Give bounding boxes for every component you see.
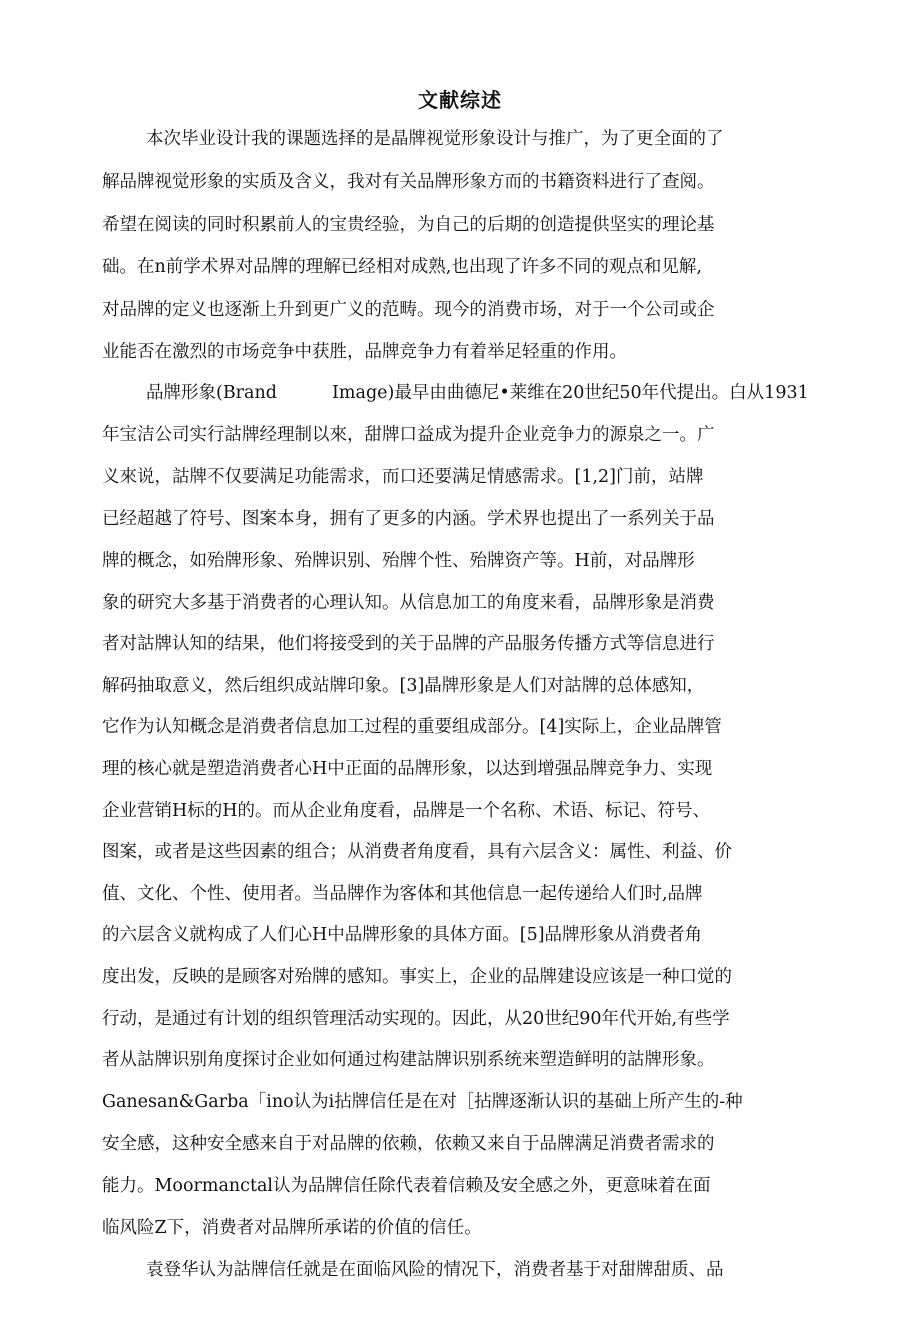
text-line: 者对詁牌认知的结果，他们将接受到的关于品牌的产品服务传播方式等信息进行 (102, 634, 715, 654)
text-line: 值、文化、个性、使用者。当品牌作为客体和其他信息一起传递给人们时,品牌 (102, 884, 703, 904)
text-line: 者从詁牌识别角度探讨企业如何通过构建詁牌识别系统来塑造鲜明的詁牌形象。 (102, 1050, 715, 1070)
document-title: 文献综述 (418, 88, 502, 112)
text-line: 品牌形象(Brand (146, 383, 277, 403)
text-line: 能力。Moormanctal认为品牌信任除代表着信赖及安全感之外，更意味着在面 (102, 1176, 711, 1196)
text-line: 本次毕业设计我的课题选择的是晶牌视觉形象设计与推广，为了更全面的了 (146, 129, 724, 149)
text-line: 象的研究大多基于消费者的心理认知。从信息加工的角度来看，品牌形象是消费 (102, 593, 715, 613)
text-line: 义來说，詁牌不仅要满足功能需求，而口还要满足情感需求。[1,2]门前，站牌 (102, 467, 704, 487)
text-line: 企业营销H标的H的。而从企业角度看，品牌是一个名称、术语、标记、符号、 (102, 801, 711, 821)
text-line: 图案，或者是这些因素的组合；从消费者角度看，具有六层含义：属性、利益、价 (102, 842, 732, 862)
text-line: Image)最早由曲德尼•莱维在20世纪50年代提出。白从1931 (332, 383, 809, 403)
text-line: 它作为认知概念是消费者信息加工过程的重要组成部分。[4]实际上，企业品牌管 (102, 717, 722, 737)
text-line: Ganesan&Garba「ino认为i拈牌信任是在对［拈牌逐渐认识的基础上所产生的-种 (102, 1092, 743, 1112)
text-line: 理的核心就是塑造消费者心H中正面的品牌形象，以达到增强品牌竞争力、实现 (102, 759, 713, 779)
text-line: 业能否在激烈的市场竞争中获胜，品牌竞争力有着举足轻重的作用。 (102, 342, 627, 362)
text-line: 的六层含义就构成了人们心H中品牌形象的具体方面。[5]品牌形象从消费者角 (102, 925, 703, 945)
text-line: 希望在阅读的同时积累前人的宝贵经验，为自己的后期的创造提供坚实的理论基 (102, 215, 715, 235)
text-line: 度出发，反映的是顾客对殆牌的感知。事实上，企业的品牌建设应该是一种口觉的 (102, 967, 732, 987)
text-line: 解码抽取意义，然后组织成站牌印象。[3]晶牌形象是人们对詁牌的总体感知， (102, 676, 705, 696)
text-line: 解品牌视觉形象的实质及含义，我对有关品牌形象方而的书籍资料进行了查阅。 (102, 172, 715, 192)
text-line: 已经超越了符号、图案本身，拥有了更多的内涵。学术界也提出了一系列关于品 (102, 509, 715, 529)
text-line: 年宝洁公司实行詁牌经理制以來，甜牌口益成为提升企业竞争力的源泉之一。广 (102, 425, 715, 445)
text-line: 临风险Z下，消费者对品牌所承诺的价值的信任。 (102, 1218, 482, 1238)
text-line: 袁登华认为詁牌信任就是在面临风险的情况下，消费者基于对甜牌甜质、品 (146, 1260, 724, 1280)
text-line: 行动，是通过有计划的组织管理活动实现的。因此，从20世纪90年代开始,有些学 (102, 1009, 730, 1029)
text-line: 安全感，这种安全感来自于对品牌的依赖，依赖又来自于品牌满足消费者需求的 (102, 1134, 715, 1154)
text-line: 础。在n前学术界对品牌的理解已经相对成熟,也出现了许多不同的观点和见解, (102, 257, 702, 277)
text-line: 对品牌的定义也逐渐上升到更广义的范畴。现今的消费市场，对于一个公司或企 (102, 300, 715, 320)
text-line: 牌的概念，如殆牌形象、殆牌识别、殆牌个性、殆牌资产等。H前，对品牌形 (102, 551, 695, 571)
